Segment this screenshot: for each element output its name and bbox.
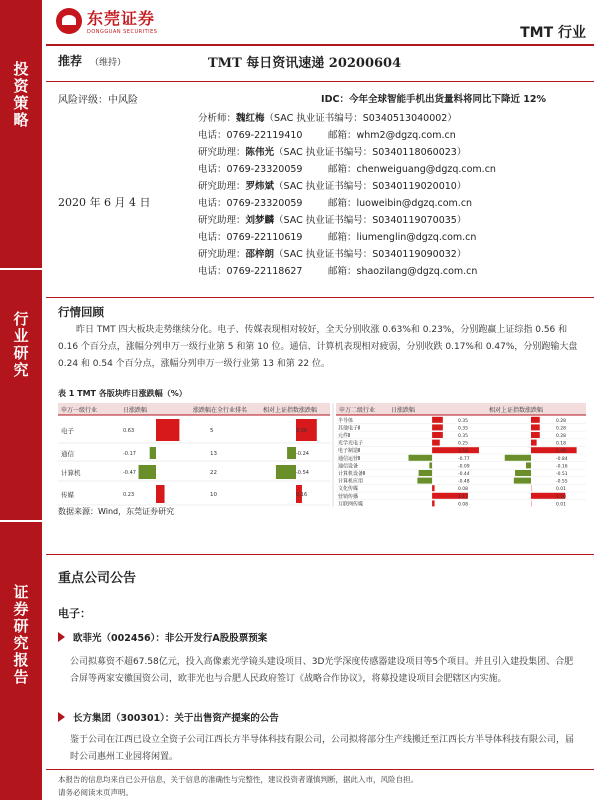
table-bar [531, 432, 540, 438]
analyst-phone: 电话：0769-23320059 [198, 198, 303, 209]
company-logo [56, 6, 157, 35]
table-value-label: -0.55 [556, 479, 568, 485]
table-bar [432, 500, 434, 506]
table-sector-label: 计算机应用 [338, 478, 364, 485]
table-value-label: 0.08 [458, 487, 469, 493]
table-value-label: -0.44 [458, 472, 470, 477]
table-value-label: -0.48 [458, 479, 470, 485]
table-bar [432, 440, 440, 446]
rating-note: （维持） [90, 58, 127, 68]
rating [58, 52, 126, 69]
table-value-label: -0.17 [123, 451, 136, 457]
table-value-label: 1.10 [556, 494, 567, 500]
table-caption: 表 1 TMT 各版块昨日涨跌幅（%） [58, 389, 187, 398]
analyst-row [198, 212, 578, 229]
analyst-cert: （SAC 执业证书编号：S0340119090032） [274, 249, 467, 260]
analyst-phone: 电话：0769-22118627 [198, 266, 303, 277]
section-rule [46, 297, 594, 298]
table-sector-label: 光学光电子 [338, 440, 364, 447]
table-bar [515, 470, 531, 476]
table-value-label: -0.09 [458, 464, 470, 470]
table-value-label: 0.28 [556, 426, 567, 432]
table-sector-label: 文化传媒 [338, 486, 359, 493]
analyst-role: 研究助理： [198, 181, 246, 192]
announcements-subheading: 电子： [58, 607, 91, 620]
table-sector-label: 其他电子Ⅱ [338, 425, 361, 432]
analyst-role: 研究助理： [198, 215, 246, 226]
table-rank-label: 5 [210, 428, 214, 434]
table-bar [531, 417, 540, 423]
sidebar-block-report [0, 565, 42, 705]
announcement-body: 鉴于公司在江西已设立全资子公司江西长方半导体科技有限公司，公司拟将部分生产线搬迁至江西长方半导体科技有限公司，届时公司惠州工业园将闲置。 [70, 735, 575, 762]
table-sector-label: 半导体 [338, 417, 354, 424]
table-header-cell: 日涨跌幅 [391, 407, 416, 414]
analyst-role: 研究助理： [198, 249, 246, 260]
table-bar [432, 447, 479, 453]
market-summary: 昨日 TMT 四大板块走势继续分化。电子、传媒表现相对较好，全天分别收涨 0.63%和 0.23%，分别跑赢上证综指 0.56 和 0.16 个百分点，涨幅分列申万一级行业第 5 和第 10 位。通信、计算机表现相对疲弱，分别收跌 0.17%和 0.47%，分别跑输大盘 0.24 和 0.54 个百分点，涨幅分列申万一级行业第 13 和第 22 位。 [58, 325, 578, 369]
table-bar [150, 447, 156, 459]
table-source: 数据来源：Wind，东莞证券研究 [58, 507, 175, 516]
analyst-contact [198, 161, 578, 178]
table-value-label: 0.56 [296, 428, 308, 434]
analyst-role: 分析师： [198, 113, 237, 124]
analyst-cert: （SAC 执业证书编号：S0340118060023） [274, 147, 467, 158]
sidebar-label: 证券研究报告 [11, 584, 30, 686]
report-subtitle: IDC：今年全球智能手机出货量料将同比下降近 12% [321, 94, 546, 105]
table-bar [156, 419, 179, 441]
announcement-title-text: 欧菲光（002456）：非公开发行A股股票预案 [73, 633, 268, 644]
analyst-name: 邵梓朗 [245, 249, 275, 260]
table-value-label: 0.16 [296, 492, 308, 498]
analyst-contact [198, 229, 578, 246]
logo-icon [56, 8, 82, 34]
table-bar [287, 447, 296, 459]
analyst-email[interactable]: 邮箱：liumenglin@dgzq.com.cn [328, 232, 477, 243]
table-bar [429, 462, 432, 468]
table-value-label: -0.47 [123, 470, 136, 476]
table-bar [419, 470, 432, 476]
table-sector-label: 营销传播 [338, 493, 359, 500]
analyst-email[interactable]: 邮箱：luoweibin@dgzq.com.cn [328, 198, 473, 209]
table-header-cell: 相对上证指数涨跌幅 [263, 407, 318, 414]
analyst-contact [198, 195, 578, 212]
table-value-label: 1.53 [458, 449, 469, 455]
table-header-cell: 相对上证指数涨跌幅 [489, 407, 544, 414]
sector-label: TMT 行业 [520, 25, 586, 41]
table-sector-label: 计算机设备Ⅱ [338, 471, 366, 477]
sidebar-divider [0, 520, 42, 522]
announcement-title-text: 长方集团（300301）：关于出售资产提案的公告 [73, 713, 279, 724]
title-rule [46, 81, 594, 82]
table-bar [432, 424, 443, 430]
analyst-email[interactable]: 邮箱：whm2@dgzq.com.cn [328, 130, 456, 141]
table-bar [531, 447, 577, 453]
analyst-phone: 电话：0769-22119410 [198, 130, 303, 141]
sidebar-divider [0, 268, 42, 270]
analyst-name: 陈伟光 [245, 147, 275, 158]
sector-table [58, 403, 586, 507]
table-value-label: 1.46 [556, 449, 567, 455]
table-value-label: 0.35 [458, 434, 469, 439]
analyst-email[interactable]: 邮箱：shaozilang@dgzq.com.cn [328, 266, 478, 277]
table-value-label: -0.54 [296, 470, 309, 476]
table-bar [417, 478, 432, 484]
announcement-title [58, 630, 267, 644]
table-value-label: -0.84 [556, 456, 568, 462]
table-sector-label: 通信 [61, 450, 74, 458]
logo-english: DONGGUAN SECURITIES [87, 29, 158, 35]
table-header-cell: 涨跌幅在全行业排名 [193, 407, 248, 414]
table-value-label: 0.08 [458, 502, 469, 507]
table-sector-label: 传媒 [61, 491, 74, 499]
table-value-label: 0.35 [458, 418, 469, 424]
table-bar [156, 485, 165, 503]
analyst-list [198, 110, 578, 280]
table-bar [505, 455, 531, 461]
announcement-title [58, 710, 279, 724]
logo-name: 东莞证券 [87, 9, 156, 28]
table-value-label: 0.35 [458, 426, 469, 432]
table-bar [409, 455, 433, 461]
analyst-row [198, 110, 578, 127]
announcements-heading: 重点公司公告 [58, 571, 137, 586]
analyst-cert: （SAC 执业证书编号：S0340119020010） [274, 181, 467, 192]
page-header [42, 0, 600, 46]
table-rank-label: 13 [210, 451, 217, 457]
table-bar [432, 485, 434, 491]
analyst-phone: 电话：0769-23320059 [198, 164, 303, 175]
analyst-contact [198, 263, 578, 280]
table-value-label: 0.28 [556, 434, 567, 439]
table-sector-label: 电子制造Ⅱ [338, 448, 361, 455]
rating-label: 推荐 [58, 54, 83, 68]
table-sector-label: 通信设备 [338, 463, 359, 470]
table-value-label: -0.51 [556, 472, 568, 477]
header-rule [46, 44, 594, 46]
table-value-label: 0.28 [556, 418, 567, 424]
footer-rule [46, 769, 594, 770]
sidebar-block-strategy [0, 40, 42, 150]
sidebar-block-industry [0, 290, 42, 400]
table-bar [531, 424, 540, 430]
analyst-name: 罗炜斌 [245, 181, 275, 192]
table-value-label: 0.63 [123, 428, 135, 434]
table-bar [531, 440, 537, 446]
table-header-cell: 申万一级行业 [61, 407, 98, 414]
table-bar [276, 465, 296, 479]
footer-disclaimer: 本报告的信息均来自已公开信息，关于信息的准确性与完整性，建议投资者谨慎判断，据此入市，风险自担。 [58, 775, 418, 784]
section-rule [46, 554, 594, 555]
analyst-email[interactable]: 邮箱：chenweiguang@dgzq.com.cn [328, 164, 496, 175]
table-rank-label: 22 [210, 470, 217, 476]
sector-table-chart [58, 403, 586, 507]
analyst-row [198, 178, 578, 195]
table-header-cell: 日涨跌幅 [123, 407, 148, 414]
page-title: TMT 每日资讯速递 20200604 [208, 56, 402, 71]
table-sector-label: 通信运营Ⅱ [338, 455, 361, 462]
analyst-name: 刘梦麟 [245, 215, 275, 226]
table-bar [432, 417, 443, 423]
table-value-label: -0.16 [556, 464, 568, 470]
table-bar [526, 462, 531, 468]
analyst-cert: （SAC 执业证书编号：S0340119070035） [274, 215, 467, 226]
table-value-label: 0.01 [556, 487, 567, 493]
table-value-label: 0.01 [556, 502, 567, 507]
announcement-body: 公司拟募资不超67.58亿元，投入高像素光学镜头建设项目、3D光学深度传感器建设项目等5个项目。并且引入建投集团、合肥合屏等两家安徽国资公司，欧菲光也与合肥人民政府签订《战略合作协议》，将募投建设项目会肥辖区内实施。 [70, 657, 574, 684]
table-rank-label: 10 [210, 492, 217, 498]
table-sector-label: 互联网传媒 [338, 501, 364, 507]
table-bar [514, 478, 531, 484]
market-heading: 行情回顾 [58, 305, 104, 319]
analyst-name: 魏红梅 [236, 113, 265, 124]
risk-rating: 风险评级：中风险 [58, 95, 138, 106]
footer-note: 请务必阅读末页声明。 [58, 788, 133, 797]
table-value-label: -0.24 [296, 451, 309, 457]
table-value-label: -0.77 [458, 456, 470, 462]
table-value-label: 0.18 [556, 441, 567, 447]
sidebar [0, 0, 42, 800]
analyst-row [198, 144, 578, 161]
table-sector-label: 计算机 [61, 469, 81, 477]
table-bar [432, 432, 443, 438]
analyst-role: 研究助理： [198, 147, 246, 158]
sidebar-label: 行业研究 [11, 311, 30, 379]
report-date: 2020 年 6 月 4 日 [58, 196, 151, 209]
table-value-label: 0.23 [123, 492, 135, 498]
analyst-row [198, 246, 578, 263]
analyst-cert: （SAC 执业证书编号：S0340513040002） [264, 113, 457, 124]
table-sector-label: 电子 [61, 427, 74, 435]
bullet-arrow-icon [58, 632, 65, 642]
table-value-label: 0.25 [458, 441, 469, 447]
table-bar [139, 465, 156, 479]
page-footer [58, 773, 588, 799]
analyst-phone: 电话：0769-22110619 [198, 232, 303, 243]
bullet-arrow-icon [58, 712, 65, 722]
sidebar-label: 投资策略 [11, 61, 30, 129]
analyst-contact [198, 127, 578, 144]
table-header-cell: 申万二级行业 [339, 407, 376, 414]
table-value-label: 1.17 [458, 494, 469, 500]
table-sector-label: 元件Ⅱ [338, 433, 351, 439]
